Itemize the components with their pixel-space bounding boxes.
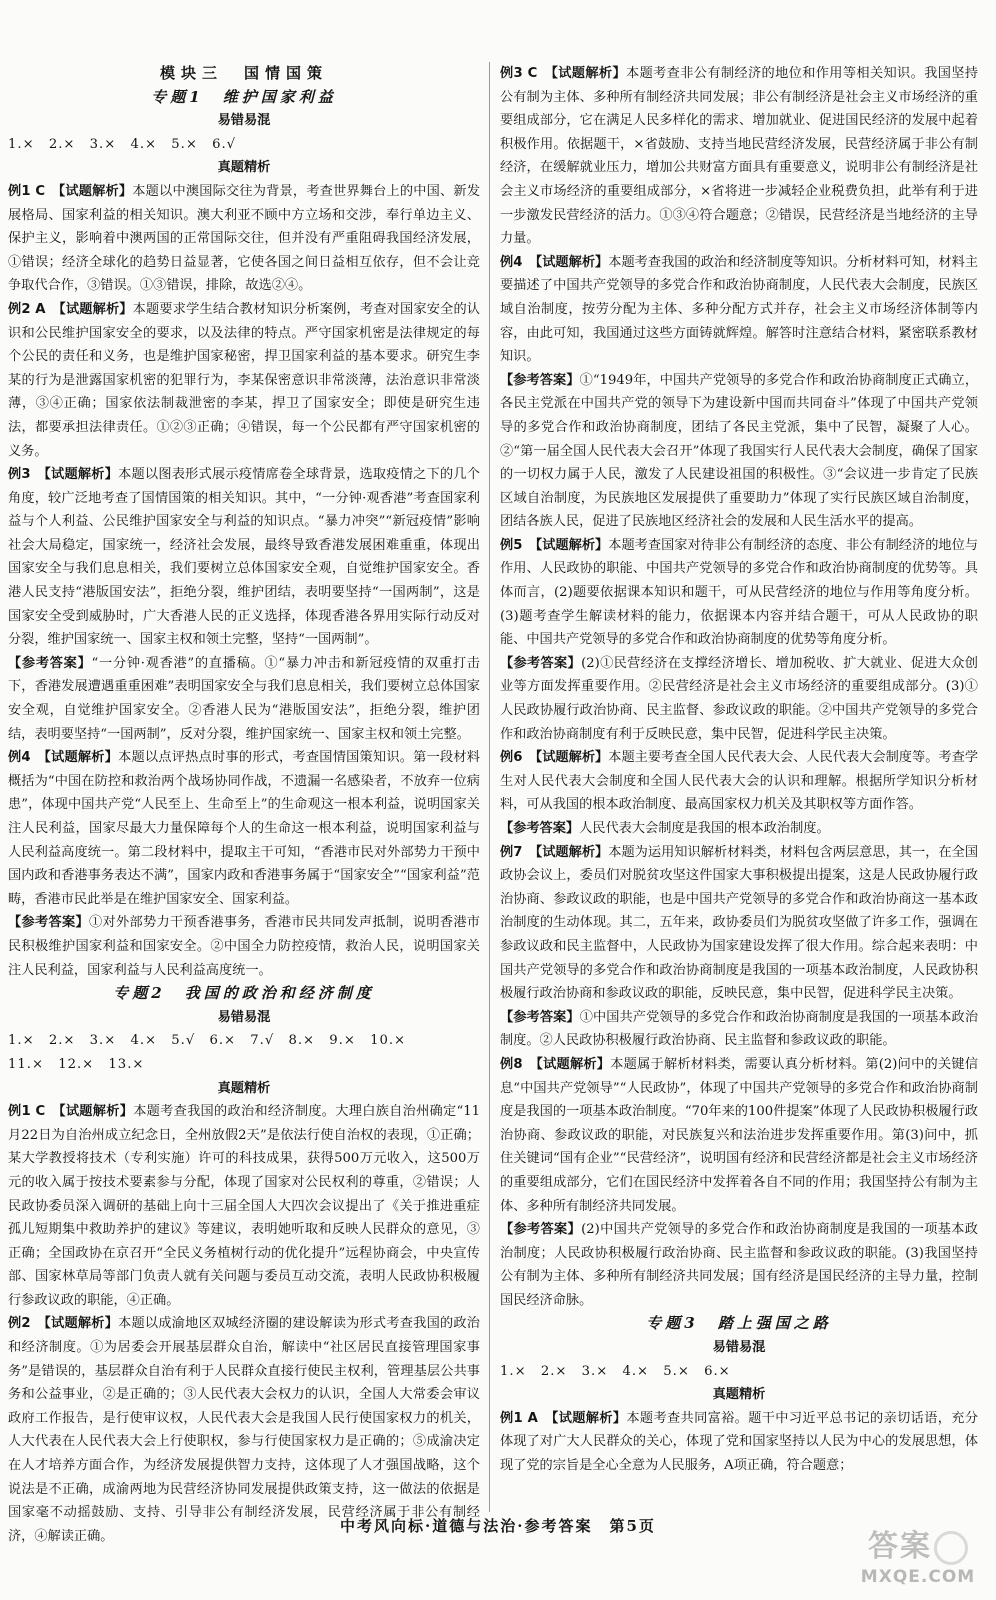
t2-example-1-tag: 【试题解析】 xyxy=(58,1104,134,1120)
t2-example-5-text: 本题考查国家对待非公有制经济的态度、非公有制经济的地位与作用、人民政协的职能、中国共产党领导的多党合作和政治协商制度的优势等。具体而言，(2)题要依据课本知识和题干，可从民营经济的地位与作用等角度分析。(3)题考查学生解读材料的能力，依据课本内容并结合题干，可从人民政协的职能、中国共产党领导的多党合作和政治协商制度的优势等角度分析。 xyxy=(500,537,979,648)
t1-example-4 xyxy=(8,746,480,911)
t2-example-7-text: 本题为运用知识解析材料类，材料包含两层意思，其一，在全国政协会议上，委员们对脱贫攻坚这件国家大事积极提出提案，这是人民政协履行政治协商、参政议政的职能，也是中国共产党领导的多党合作和政治协商这一基本政治制度的生动体现。其二，五年来，政协委员们为脱贫攻坚做了许多工作，强调在参政议政和民主监督中，人民政协为国家建设发挥了很大作用。综合起来表明：中国共产党领导的多党合作和政治协商制度是我国的一项基本政治制度，人民政协积极履行政治协商和参政议政的职能，反映民意，集中民智，促进科学民主决策。 xyxy=(500,844,979,1002)
t3-example-1-label: 例1 A xyxy=(500,1410,538,1426)
t2-example-7-tag: 【试题解析】 xyxy=(535,844,609,860)
t2-example-8-tag: 【试题解析】 xyxy=(536,1056,611,1072)
t2-example-5-tag: 【试题解析】 xyxy=(535,537,609,553)
t2-example-4-text: 本题考查我国的政治和经济制度等知识。分析材料可知，材料主要描述了中国共产党领导的多党合作和政治协商制度，人民代表大会制度，民族区域自治制度，按劳分配为主体、多种分配方式并存，社会主义市场经济体制等内容，由此可知，我国通过这些方面铸就辉煌。解答时注意结合材料，紧密联系教材知识。 xyxy=(500,254,979,365)
t3-example-1-text: 本题考查共同富裕。题干中习近平总书记的亲切话语，充分体现了对广大人民群众的关心，体现了党和国家坚持以人民为中心的发展思想，体现了党的宗旨是全心全意为人民服务，A项正确，符合题意； xyxy=(500,1410,979,1474)
t2-example-6-text: 本题主要考查全国人民代表大会、人民代表大会制度等。考查学生对人民代表大会制度和全国人民代表大会的认识和理解。根据所学知识分析材料，可从我国的根本政治制度、最高国家权力机关及其职权等方面作答。 xyxy=(500,750,979,813)
t2-example-6-label: 例6 xyxy=(500,750,523,766)
t1-example-4-answer xyxy=(8,911,480,982)
t2-example-8-answer xyxy=(500,1218,978,1312)
t2-example-1-label: 例1 C xyxy=(8,1104,46,1120)
t2-example-6-answer xyxy=(500,817,978,841)
t1-example-1-text: 本题以中澳国际交往为背景，考查世界舞台上的中国、新发展格局、国家利益的相关知识。澳大利亚不顾中方立场和交涉，奉行单边主义、保护主义，影响着中澳两国的正常国际交往，但并没有严重阻碍我国经济发展，①错误；经济全球化的趋势日益显著，它使各国之间日益相互依存，但不会让竞争取代合作，③错误。①③错误，排除，故选②④。 xyxy=(8,183,481,294)
t1-example-3-label: 例3 xyxy=(8,467,31,483)
t1-example-4-tag: 【试题解析】 xyxy=(44,750,119,766)
t1-example-3-answer-text: “一分钟·观香港”的直播稿。①“暴力冲击和新冠疫情的双重打击下，香港发展遭遇重重困难”表明国家安全与我们息息相关，我们要树立总体国家安全观，自觉维护国家安全。②香港人民为“港版国安法”，拒绝分裂，维护团结，表明要坚持“一国两制”，反对分裂，维护国家统一、国家主权和领土完整。 xyxy=(8,655,480,742)
t2-example-8-answer-tag: 【参考答案】 xyxy=(500,1222,582,1238)
watermark-main xyxy=(858,1528,978,1566)
left-column xyxy=(8,62,481,1544)
watermark-logo xyxy=(858,1528,978,1594)
t2-example-3-label: 例3 C xyxy=(500,66,538,81)
t2-example-4 xyxy=(500,251,978,369)
t1-example-1-label: 例1 C xyxy=(8,183,46,199)
t1-example-4-answer-text: ①对外部势力干预香港事务，香港市民共同发声抵制，说明香港市民积极维护国家利益和国家安全。②中国全力防控疫情，救治人民，说明国家关注人民利益，国家利益与人民利益高度统一。 xyxy=(8,915,480,978)
watermark-circle-icon xyxy=(934,1531,968,1565)
t2-example-5 xyxy=(500,534,978,652)
t2-example-5-answer-tag: 【参考答案】 xyxy=(500,655,582,671)
topic-2-title: 专题2 我国的政治和经济制度 xyxy=(113,984,375,1003)
module-title: 模块三 国情国策 xyxy=(159,64,328,82)
t2-example-8-answer-text: (2)中国共产党领导的多党合作和政治协商制度是我国的一项基本政治制度；人民政协积极履行政治协商、民主监督和参政议政的职能。(3)我国坚持公有制为主体、多种所有制经济共同发展；国有经济是国民经济的主导力量，控制国民经济命脉。 xyxy=(500,1222,978,1308)
topic-3-confusion-heading: 易错易混 xyxy=(712,1340,766,1356)
t2-example-1 xyxy=(8,1100,480,1312)
t1-example-3 xyxy=(8,463,480,652)
t2-example-6 xyxy=(500,746,978,817)
topic-2-analysis-heading: 真题精析 xyxy=(217,1080,271,1096)
t2-example-6-answer-tag: 【参考答案】 xyxy=(500,821,580,836)
t1-example-2-tag: 【试题解析】 xyxy=(59,301,133,317)
t2-example-5-label: 例5 xyxy=(500,537,523,553)
topic-3-answers: 1.× 2.× 3.× 4.× 5.× 6.× xyxy=(500,1363,731,1379)
t2-example-7-answer xyxy=(500,1006,978,1053)
t2-example-7-answer-tag: 【参考答案】 xyxy=(500,1009,580,1025)
t3-example-1-tag: 【试题解析】 xyxy=(551,1410,627,1426)
topic-1-analysis-heading: 真题精析 xyxy=(217,160,271,176)
t2-example-1-text: 本题考查我国的政治和经济制度。大理白族自治州确定“11月22日为自治州成立纪念日，全州放假2天”是依法行使自治权的表现，①正确；某大学教授将技术（专利实施）许可的科技成果，获得500万元收入，这500万元的收入属于按技术要素参与分配，体现了国家对公民权利的尊重，②错误；人民政协委员深入调研的基础上向十三届全国人大四次会议提出了《关于推进重症孤儿短期集中救助养护的建议》等建议，表明她听取和反映人民群众的意见，③正确；全国政协在京召开“全民义务植树行动的优化提升”远程协商会，中央宣传部、国家林草局等部门负责人就有关问题与委员互动交流，表明人民政协积极履行参政议政的职能，④正确。 xyxy=(8,1104,481,1308)
t1-example-4-answer-tag: 【参考答案】 xyxy=(8,915,89,931)
t1-example-4-text: 本题以点评热点时事的形式，考查国情国策知识。第一段材料概括为“中国在防控和救治两个战场协同作战，不遗漏一名感染者，不放弃一位病患”，体现中国共产党“人民至上、生命至上”的生命观这一根本利益，说明国家关注人民利益，国家尽最大力量保障每个人的生命这一根本利益，说明国家利益与人民利益高度统一。第二段材料中，提取主干可知，“香港市民对外部势力干预中国内政和香港事务表达不满”，国家内政和香港事务属于“国家安全”“国家利益”范畴，香港市民此举是在维护国家安全、国家利益。 xyxy=(8,750,480,907)
t2-example-6-tag: 【试题解析】 xyxy=(535,750,609,766)
t2-example-8-label: 例8 xyxy=(500,1056,523,1072)
topic-1-answers: 1.× 2.× 3.× 4.× 5.× 6.√ xyxy=(8,136,237,152)
t2-example-3-text: 本题考查非公有制经济的地位和作用等相关知识。我国坚持公有制为主体、多种所有制经济共同发展；非公有制经济是社会主义市场经济的重要组成部分，它在满足人民多样化的需求、增加就业、促进国民经济的发展中起着积极作用。依据题干，×省鼓励、支持当地民营经济发展，民营经济属于非公有制经济，在缓解就业压力，增加公共财富方面具有重要意义，说明非公有制经济是社会主义市场经济的重要组成部分，×省将进一步减轻企业税费负担，此举有利于进一步激发民营经济的活力。①③④符合题意；②错误，民营经济是当地经济的主导力量。 xyxy=(500,66,979,247)
t1-example-3-text: 本题以图表形式展示疫情席卷全球背景，选取疫情之下的几个角度，较广泛地考查了国情国策的相关知识。其中，“一分钟·观香港”考查国家利益与个人利益、公民维护国家安全与利益的知识点。“暴力冲突”“新冠疫情”影响社会大局稳定，国家统一，经济社会发展，最终导致香港发展困难重重，体现出国家安全与我们息息相关，我们要树立总体国家安全观，自觉维护国家安全。香港人民支持“港版国安法”，拒绝分裂，维护团结，表明要坚持“一国两制”，这是国家安全受到威胁时，广大香港人民的正义选择，体现香港各界用实际行动反对分裂，维护国家统一、国家主权和领土完整，坚持“一国两制”。 xyxy=(8,467,480,648)
topic-3-analysis-heading: 真题精析 xyxy=(712,1387,766,1403)
t1-example-1-tag: 【试题解析】 xyxy=(58,183,133,199)
t1-example-3-tag: 【试题解析】 xyxy=(44,467,119,483)
topic-2-answers-line-2: 11.× 12.× 13.× xyxy=(8,1056,145,1072)
t1-example-1 xyxy=(8,180,480,298)
t2-example-2-label: 例2 xyxy=(8,1316,31,1332)
topic-1-title: 专题1 维护国家利益 xyxy=(151,87,337,106)
t2-example-7-label: 例7 xyxy=(500,844,523,860)
t2-example-2 xyxy=(8,1312,480,1548)
t1-example-2 xyxy=(8,298,480,463)
topic-3-title: 专题3 踏上强国之路 xyxy=(646,1314,832,1333)
watermark-main-text: 答案 xyxy=(868,1529,932,1564)
t1-example-2-text: 本题要求学生结合教材知识分析案例，考查对国家安全的认识和公民维护国家安全的要求，以及法律的特点。严守国家机密是法律规定的每个公民的责任和义务，也是维护国家秘密，捍卫国家利益的基本要求。研究生李某的行为是泄露国家机密的犯罪行为，李某保密意识非常淡薄，法治意识非常淡薄，③④正确；国家依法制裁泄密的李某，捍卫了国家安全；即使是研究生违法，都要承担法律责任。①②③正确；④错误，每一个公民都有严守国家机密的义务。 xyxy=(8,301,480,459)
t2-example-6-answer-text: 人民代表大会制度是我国的根本政治制度。 xyxy=(579,821,830,836)
t2-example-4-answer-text: ①“1949年，中国共产党领导的多党合作和政治协商制度正式确立，各民主党派在中国共产党的领导下为建设新中国而共同奋斗”体现了中国共产党领导的多党合作和政治协商制度，团结了各民主党派，集中了民智，凝聚了人心。②“第一届全国人民代表大会召开”体现了我国实行人民代表大会制度，确保了国家的一切权力属于人民，激发了人民建设祖国的积极性。③“会议进一步肯定了民族区域自治制度，为民族地区发展提供了重要助力”体现了实行民族区域自治制度，团结各族人民，促进了民族地区经济社会的发展和人民生活水平的提高。 xyxy=(500,372,979,530)
t1-example-3-answer xyxy=(8,652,480,746)
t1-example-4-label: 例4 xyxy=(8,750,31,766)
t2-example-4-label: 例4 xyxy=(500,254,523,270)
t2-example-8 xyxy=(500,1053,978,1218)
topic-2-answers-line-1: 1.× 2.× 3.× 4.× 5.√ 6.× 7.√ 8.× 9.× 10.× xyxy=(8,1033,407,1049)
t2-example-3-tag: 【试题解析】 xyxy=(551,66,627,81)
t2-example-7-answer-text: ①中国共产党领导的多党合作和政治协商制度是我国的一项基本政治制度。②人民政协积极履行政治协商、民主监督和参政议政的职能。 xyxy=(500,1009,979,1049)
t2-example-5-answer-text: (2)①民营经济在支撑经济增长、增加税收、扩大就业、促进大众创业等方面发挥重要作用。②民营经济是社会主义市场经济的重要组成部分。(3)①人民政协履行政治协商、民主监督、参政议政的职能。②中国共产党领导的多党合作和政治协商制度有利于反映民意，集中民智，促进科学民主决策。 xyxy=(500,655,978,742)
column-divider xyxy=(489,62,490,1512)
t2-example-7 xyxy=(500,841,978,1006)
topic-2-confusion-heading: 易错易混 xyxy=(217,1009,271,1025)
right-column xyxy=(500,62,978,1510)
watermark-sub: MXQE.COM xyxy=(860,1567,976,1587)
t2-example-4-tag: 【试题解析】 xyxy=(535,254,609,270)
t2-example-5-answer xyxy=(500,652,978,746)
t1-example-2-label: 例2 A xyxy=(8,301,46,317)
t2-example-4-answer xyxy=(500,369,978,534)
t2-example-4-answer-tag: 【参考答案】 xyxy=(500,372,580,388)
t2-example-8-text: 本题属于解析材料类，需要认真分析材料。第(2)问中的关键信息“中国共产党领导”“人民政协”，体现了中国共产党领导的多党合作和政治协商制度是我国的一项基本政治制度。“70年来的100件提案”体现了人民政协积极履行政治协商、参政议政的职能，对民族复兴和法治进步发挥重要作用。第(3)问中，抓住关键词“国有企业”“民营经济”，说明国有经济和民营经济都是社会主义市场经济的重要组成部分，它们在国民经济中发挥着各自不同的作用；我国坚持公有制为主体、多种所有制经济共同发展。 xyxy=(500,1056,979,1214)
topic-1-confusion-heading: 易错易混 xyxy=(217,113,271,129)
t2-example-2-tag: 【试题解析】 xyxy=(44,1316,119,1332)
t2-example-2-text: 本题以成渝地区双城经济圈的建设解读为形式考查我国的政治和经济制度。①为居委会开展基层群众自治，解读中“社区居民直接管理国家事务”是错误的，基层群众自治有利于人民群众直接行使民主权利，管理基层公共事务和公益事业，②是正确的；③人民代表大会权力的认识，全国人大常委会审议政府工作报告，是行使审议权，人民代表大会是我国人民行使国家权力的机关，人大代表在人民代表大会上行使职权，参与行使国家权力是正确的；⑤成渝决定在人才培养方面合作，为经济发展提供智力支持，这体现了人才强国战略，这个说法是不正确，成渝两地为民营经济协同发展提供政策支持，这一做法的依据是国家毫不动摇鼓励、支持、引导非公有制经济发展，民营经济属于非公有制经济，④解读正确。 xyxy=(8,1316,480,1544)
t1-example-3-answer-tag: 【参考答案】 xyxy=(8,655,92,671)
t3-example-1 xyxy=(500,1407,978,1478)
page-footer: 中考风向标·道德与法治·参考答案 第5页 xyxy=(340,1517,656,1535)
t2-example-3 xyxy=(500,62,978,251)
